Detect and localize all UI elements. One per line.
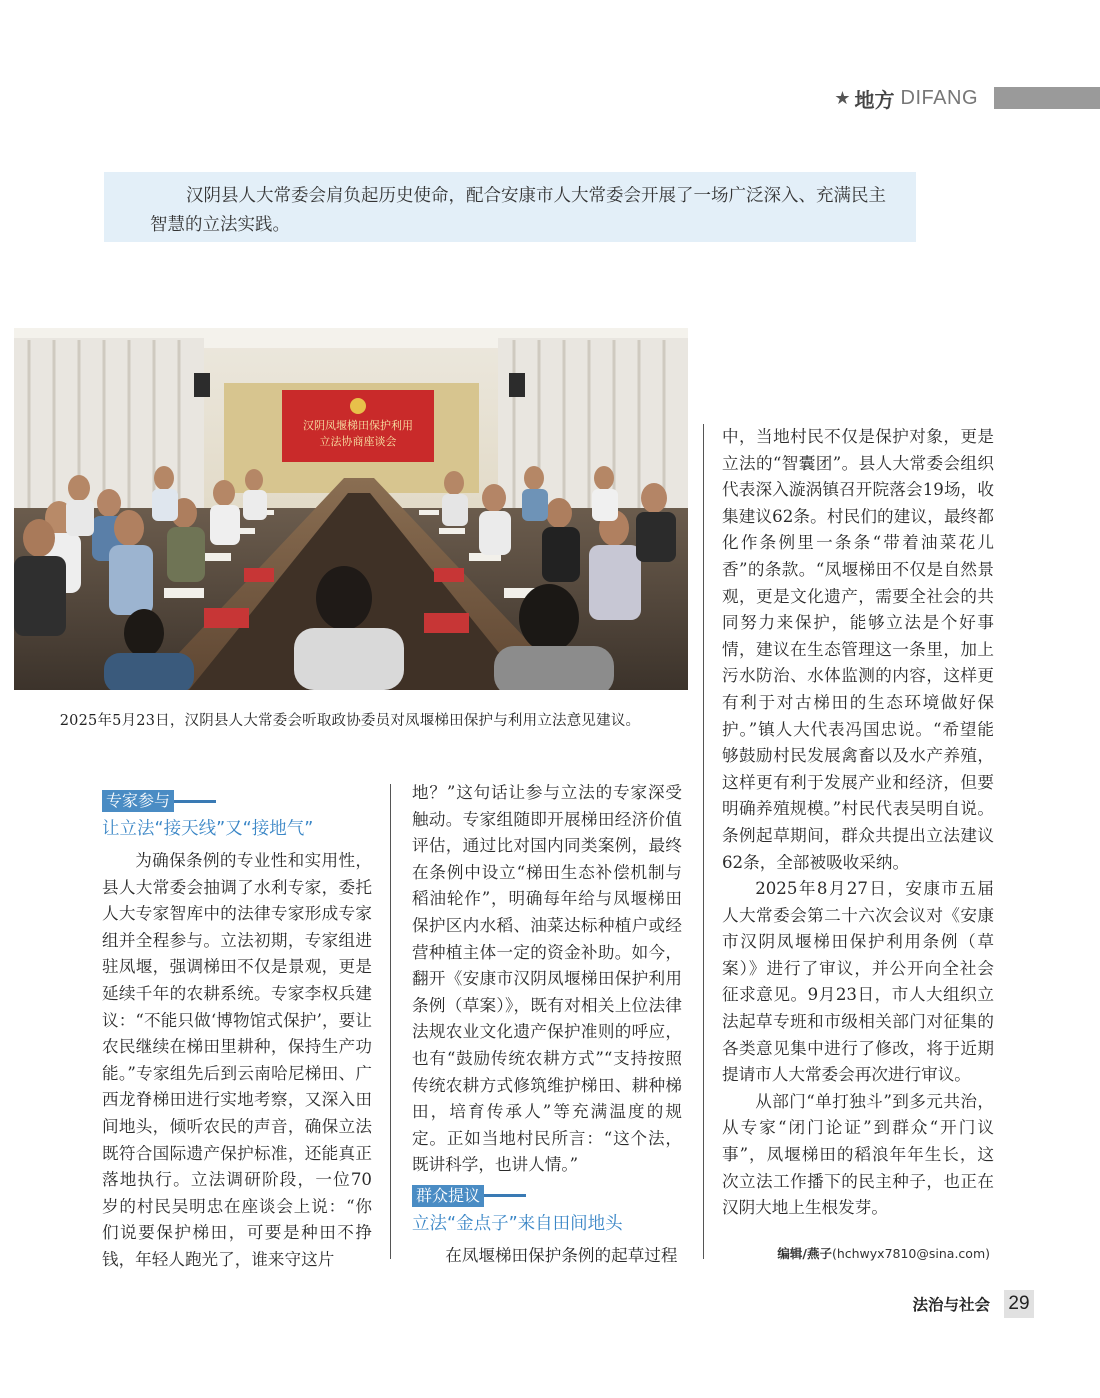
body-paragraph: 从部门“单打独斗”到多元共治，从专家“闭门论证”到群众“开门议事”，凤堰梯田的稻浪年年生长，这次立法工作播下的民主种子，也正在汉阴大地上生根发芽。	[722, 1091, 994, 1218]
section-tag: 群众提议	[412, 1185, 484, 1207]
star-icon: ★	[834, 87, 851, 109]
column-left	[102, 788, 372, 1274]
column-middle	[412, 780, 682, 1270]
meeting-photo	[14, 328, 688, 690]
body-paragraph: 中，当地村民不仅是保护对象，更是立法的“智囊团”。县人大常委会组织代表深入漩涡镇召开院落会19场，收集建议62条。村民们的建议，最终都化作条例里一条条“带着油菜花儿香”的条款。“凤堰梯田不仅是自然景观，更是文化遗产，需要全社会的共同努力来保护，能够立法是个好事情，建议在生态管理这一条里，加上污水防治、水体监测的内容，这样更有利于对古梯田的生态环境做好保护。”镇人大代表冯国忠说。“希望能够鼓励村民发展禽畜以及水产养殖，这样更有利于发展产业和经济，但要明确养殖规模。”村民代表吴明自说。条例起草期间，群众共提出立法建议62条，全部被吸收采纳。	[722, 427, 994, 872]
lead-text: 汉阴县人大常委会肩负起历史使命，配合安康市人大常委会开展了一场广泛深入、充满民主智慧的立法实践。	[150, 186, 886, 235]
editor-credit	[777, 1244, 990, 1262]
lead-box	[104, 172, 916, 242]
section-bar	[994, 87, 1100, 109]
section-title: 让立法“接天线”又“接地气”	[102, 819, 314, 839]
page-number: 29	[1004, 1290, 1034, 1318]
section-name-cn: 地方	[854, 87, 895, 112]
banner-line2: 立法协商座谈会	[319, 435, 397, 448]
column-right	[722, 424, 994, 1222]
page-footer	[912, 1290, 1034, 1318]
banner-line1: 汉阴凤堰梯田保护利用	[303, 419, 413, 432]
section-tag-wrap	[412, 1185, 682, 1207]
editor-label: 编辑/燕子	[777, 1246, 832, 1261]
section-name-en: DIFANG	[900, 86, 978, 109]
emblem-icon	[350, 398, 366, 414]
body-paragraph: 2025年8月27日，安康市五届人大常委会第二十六次会议对《安康市汉阴凤堰梯田保护利用条例（草案）》进行了审议，并公开向全社会征求意见。9月23日，市人大组织立法起草专班和市级相关部门对征集的各类意见集中进行了修改，将于近期提请市人大常委会再次进行审议。	[722, 879, 994, 1085]
meeting-photo-illustration	[14, 328, 688, 690]
section-tag-line	[484, 1194, 526, 1197]
editor-email: (hchwyx7810@sina.com)	[831, 1246, 990, 1261]
body-paragraph: 为确保条例的专业性和实用性，县人大常委会抽调了水利专家，委托人大专家智库中的法律专家形成专家组并全程参与。立法初期，专家组进驻凤堰，强调梯田不仅是景观，更是延续千年的农耕系统。专家李权兵建议：“不能只做‘博物馆式保护’，要让农民继续在梯田里耕种，保持生产功能。”专家组先后到云南哈尼梯田、广西龙脊梯田进行实地考察，又深入田间地头，倾听农民的声音，确保立法既符合国际遗产保护标准，还能真正落地执行。立法调研阶段，一位70岁的村民吴明忠在座谈会上说：“你们说要保护梯田，可要是种田不挣钱，年轻人跑光了，谁来守这片	[102, 851, 372, 1269]
section-tag-line	[174, 800, 216, 803]
section-tag: 专家参与	[102, 790, 174, 812]
column-rule	[703, 424, 704, 1259]
column-rule	[390, 784, 391, 1259]
photo-caption: 2025年5月23日，汉阴县人大常委会听取政协委员对凤堰梯田保护与利用立法意见建议。	[59, 713, 641, 729]
body-paragraph: 地？”这句话让参与立法的专家深受触动。专家组随即开展梯田经济价值评估，通过比对国内同类案例，最终在条例中设立“梯田生态补偿机制与稻油轮作”，明确每年给与凤堰梯田保护区内水稻、油菜达标种植户或经营种植主体一定的资金补助。如今，翻开《安康市汉阴凤堰梯田保护利用条例（草案）》，既有对相关上位法律法规农业文化遗产保护准则的呼应，也有“鼓励传统农耕方式”“支持按照传统农耕方式修筑维护梯田、耕种梯田，培育传承人”等充满温度的规定。正如当地村民所言：“这个法，既讲科学，也讲人情。”	[412, 783, 682, 1175]
magazine-name: 法治与社会	[912, 1296, 990, 1314]
section-title: 立法“金点子”来自田间地头	[412, 1213, 623, 1234]
section-tag-wrap	[102, 790, 372, 812]
body-paragraph: 在凤堰梯田保护条例的起草过程	[445, 1245, 678, 1265]
section-header	[834, 84, 1100, 112]
